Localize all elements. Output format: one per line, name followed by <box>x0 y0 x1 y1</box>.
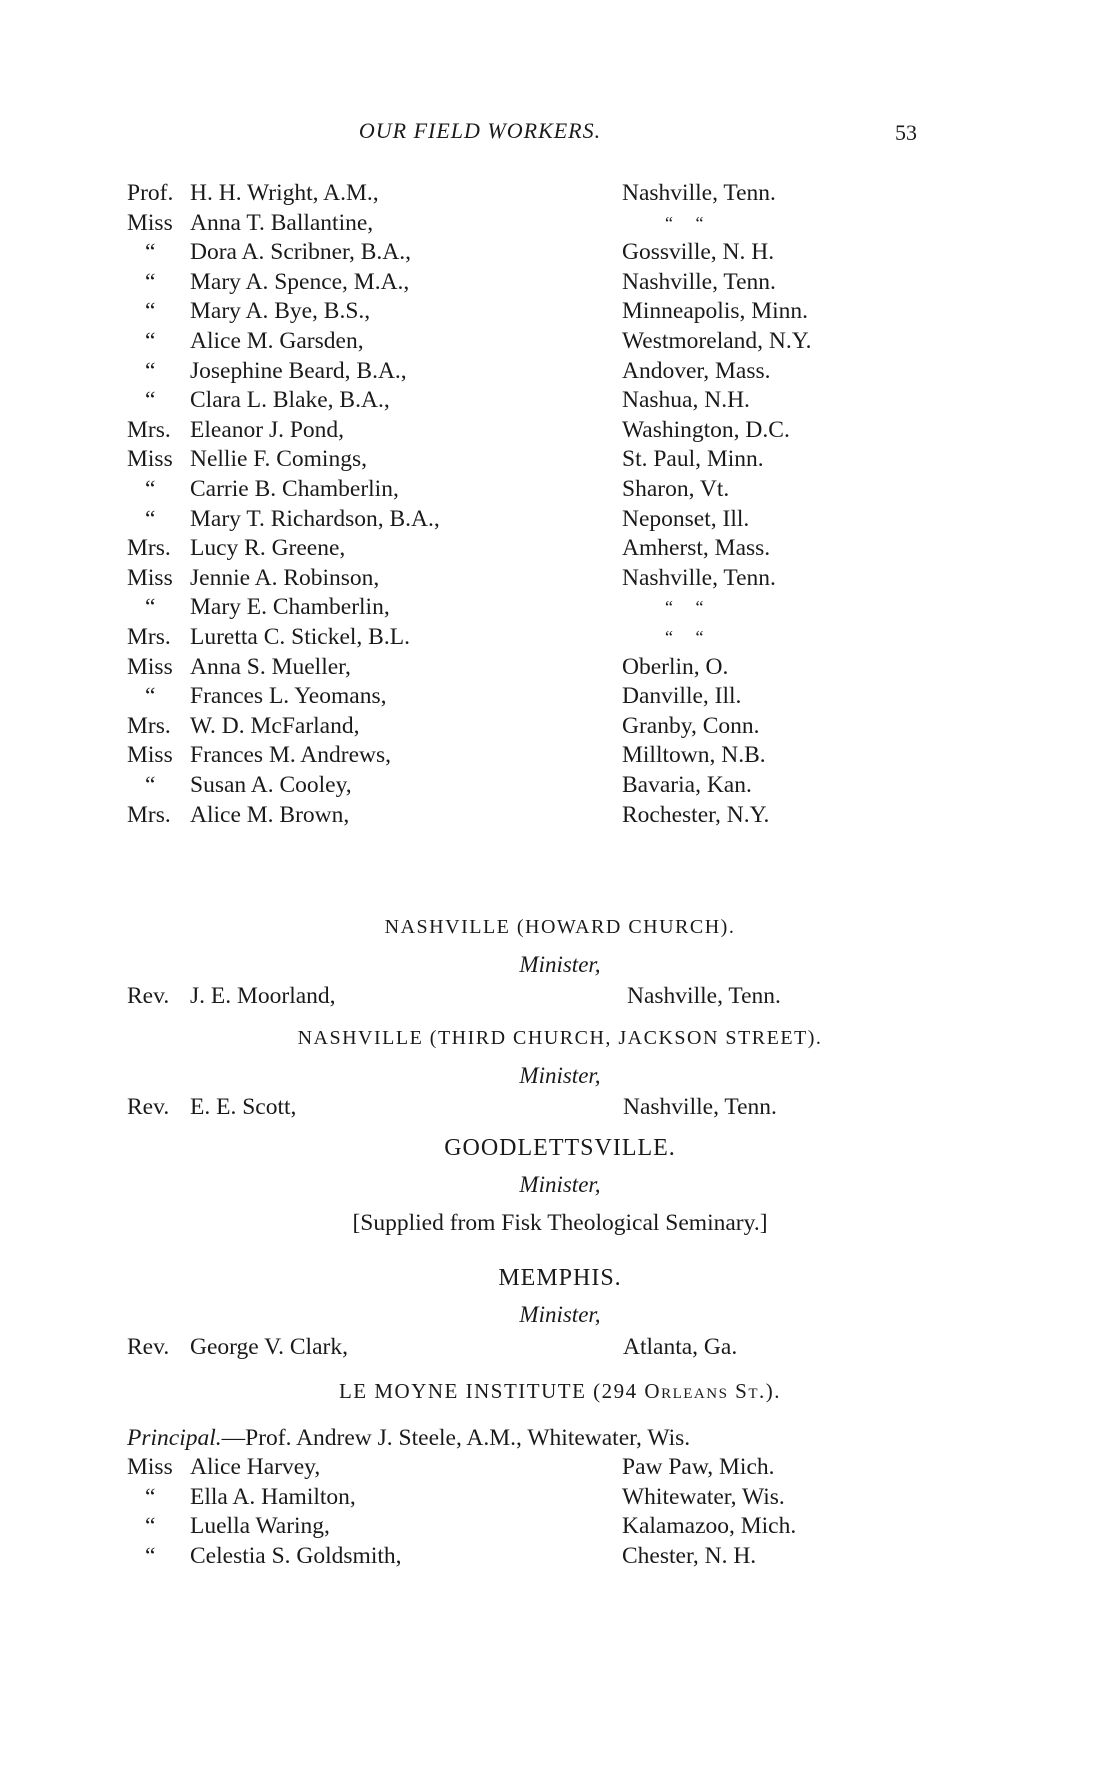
entry-title: “ <box>145 683 156 710</box>
list-item <box>0 415 1120 445</box>
entry-title: “ <box>145 328 156 354</box>
memphis-minister-entry <box>0 1332 1120 1362</box>
howard-minister-label: Minister, <box>519 952 601 977</box>
entry-place: Nashville, Tenn. <box>622 268 776 295</box>
entry-title: “ <box>145 594 156 621</box>
entry-title: Miss <box>127 742 173 769</box>
entry-name: Lucy R. Greene, <box>190 535 346 562</box>
entry-place: Whitewater, Wis. <box>622 1483 785 1510</box>
entry-place: Rochester, N.Y. <box>622 801 770 828</box>
memphis-heading: MEMPHIS. <box>498 1265 622 1291</box>
list-item <box>0 1482 1120 1512</box>
entry-title: “ <box>145 1513 156 1540</box>
entry-title: Rev. <box>127 983 170 1009</box>
entry-place: Minneapolis, Minn. <box>622 298 809 325</box>
entry-place: Washington, D.C. <box>622 416 790 443</box>
list-item <box>0 267 1120 297</box>
list-item <box>0 770 1120 800</box>
entry-title: Miss <box>127 653 173 680</box>
entry-name: Susan A. Cooley, <box>190 772 352 798</box>
entry-title: Miss <box>127 446 173 473</box>
entry-place: “ “ <box>665 212 704 233</box>
entry-name: Luretta C. Stickel, B.L. <box>190 624 410 650</box>
list-item <box>0 652 1120 682</box>
entry-place: Nashville, Tenn. <box>622 180 776 206</box>
entry-title: Rev. <box>127 1094 170 1120</box>
entry-title: “ <box>145 1542 156 1569</box>
list-item <box>0 237 1120 267</box>
entry-title: “ <box>145 387 156 414</box>
entry-place: Danville, Ill. <box>622 683 742 710</box>
list-item <box>0 385 1120 415</box>
entry-name: Mary T. Richardson, B.A., <box>190 505 440 532</box>
third-church-heading: NASHVILLE (THIRD CHURCH, JACKSON STREET). <box>297 1027 823 1049</box>
goodlettsville-note: [Supplied from Fisk Theological Seminary.] <box>352 1210 768 1236</box>
lemoyne-principal-line <box>0 1423 1120 1453</box>
entry-name: Jennie A. Robinson, <box>190 564 380 591</box>
entry-title: “ <box>145 298 156 325</box>
entry-name: Nellie F. Comings, <box>190 446 367 473</box>
list-item <box>0 356 1120 386</box>
entry-place: Sharon, Vt. <box>622 476 730 502</box>
memphis-minister-label: Minister, <box>519 1302 601 1327</box>
entry-name: Celestia S. Goldsmith, <box>190 1542 402 1569</box>
goodlettsville-minister-label: Minister, <box>519 1172 601 1197</box>
entry-title: Prof. <box>127 180 174 206</box>
third-minister-label: Minister, <box>519 1063 601 1088</box>
entry-place: Amherst, Mass. <box>622 535 771 562</box>
goodlettsville-heading: GOODLETTSVILLE. <box>444 1135 676 1161</box>
entry-title: Mrs. <box>127 624 171 650</box>
entry-place: “ “ <box>665 597 704 618</box>
entry-name: E. E. Scott, <box>190 1094 297 1120</box>
entry-place: Chester, N. H. <box>622 1542 757 1569</box>
entry-name: Mary A. Bye, B.S., <box>190 298 371 325</box>
entry-place: Atlanta, Ga. <box>623 1334 738 1360</box>
third-minister-entry <box>0 1092 1120 1122</box>
entry-place: Nashua, N.H. <box>622 387 750 414</box>
list-item <box>0 208 1120 238</box>
entry-title: Mrs. <box>127 712 171 739</box>
list-item <box>0 563 1120 593</box>
list-item <box>0 504 1120 534</box>
entry-name: H. H. Wright, A.M., <box>190 180 379 206</box>
entry-place: Westmoreland, N.Y. <box>622 328 812 354</box>
entry-place: Milltown, N.B. <box>622 742 766 769</box>
page-number: 53 <box>895 120 917 145</box>
entry-name: Frances M. Andrews, <box>190 742 392 769</box>
entry-name: J. E. Moorland, <box>190 983 336 1009</box>
entry-title: “ <box>145 268 156 295</box>
list-item <box>0 1452 1120 1482</box>
entry-name: Mary A. Spence, M.A., <box>190 268 410 295</box>
entry-name: Eleanor J. Pond, <box>190 416 345 443</box>
entry-title: Miss <box>127 209 173 236</box>
list-item <box>0 711 1120 741</box>
entry-place: Oberlin, O. <box>622 653 729 680</box>
entry-name: Alice Harvey, <box>190 1454 321 1480</box>
list-item <box>0 622 1120 652</box>
entry-place: Nashville, Tenn. <box>623 1094 777 1120</box>
entry-place: Nashville, Tenn. <box>627 983 781 1009</box>
running-title: OUR FIELD WORKERS. <box>358 118 602 143</box>
entry-place: Neponset, Ill. <box>622 505 750 532</box>
entry-name: Josephine Beard, B.A., <box>190 357 407 384</box>
list-item <box>0 326 1120 356</box>
list-item <box>0 533 1120 563</box>
entry-name: Anna S. Mueller, <box>190 653 351 680</box>
entry-name: W. D. McFarland, <box>190 712 360 739</box>
entry-place: “ “ <box>665 627 704 647</box>
entry-title: Mrs. <box>127 535 171 562</box>
entry-title: “ <box>145 1483 156 1510</box>
entry-place: Granby, Conn. <box>622 712 760 739</box>
entry-place: St. Paul, Minn. <box>622 446 764 473</box>
lemoyne-heading: LE MOYNE INSTITUTE (294 Orleans St.). <box>338 1379 782 1403</box>
list-item <box>0 474 1120 504</box>
list-item <box>0 444 1120 474</box>
entry-name: Luella Waring, <box>190 1513 330 1540</box>
entry-title: Mrs. <box>127 416 171 443</box>
entry-title: Miss <box>127 1454 173 1480</box>
entry-name: Ella A. Hamilton, <box>190 1483 356 1510</box>
entry-title: Miss <box>127 564 173 591</box>
list-item <box>0 1511 1120 1541</box>
principal-label: Principal. <box>127 1425 222 1451</box>
list-item <box>0 178 1120 208</box>
entry-place: Andover, Mass. <box>622 357 771 384</box>
entry-place: Bavaria, Kan. <box>622 772 752 798</box>
list-item <box>0 1541 1120 1571</box>
howard-church-heading: NASHVILLE (HOWARD CHURCH). <box>384 916 736 938</box>
entry-name: Carrie B. Chamberlin, <box>190 476 399 502</box>
entry-title: “ <box>145 476 156 502</box>
entry-name: Clara L. Blake, B.A., <box>190 387 390 414</box>
entry-place: Paw Paw, Mich. <box>622 1454 775 1480</box>
entry-name: Dora A. Scribner, B.A., <box>190 239 411 266</box>
entry-place: Kalamazoo, Mich. <box>622 1513 797 1540</box>
entry-name: Alice M. Garsden, <box>190 328 364 354</box>
entry-name: Anna T. Ballantine, <box>190 209 374 236</box>
entry-title: “ <box>145 357 156 384</box>
entry-title: “ <box>145 505 156 532</box>
list-item <box>0 681 1120 711</box>
entry-name: Mary E. Chamberlin, <box>190 594 390 621</box>
list-item <box>0 592 1120 622</box>
entry-place: Nashville, Tenn. <box>622 564 776 591</box>
list-item <box>0 296 1120 326</box>
list-item <box>0 740 1120 770</box>
entry-title: Mrs. <box>127 801 171 828</box>
entry-title: “ <box>145 772 156 798</box>
list-item <box>0 800 1120 830</box>
principal-text: —Prof. Andrew J. Steele, A.M., Whitewater, Wis. <box>221 1425 691 1451</box>
entry-name: George V. Clark, <box>190 1334 348 1360</box>
entry-name: Alice M. Brown, <box>190 801 350 828</box>
howard-minister-entry <box>0 981 1120 1011</box>
entry-place: Gossville, N. H. <box>622 239 775 266</box>
entry-title: Rev. <box>127 1334 170 1360</box>
entry-name: Frances L. Yeomans, <box>190 683 387 710</box>
entry-title: “ <box>145 239 156 266</box>
